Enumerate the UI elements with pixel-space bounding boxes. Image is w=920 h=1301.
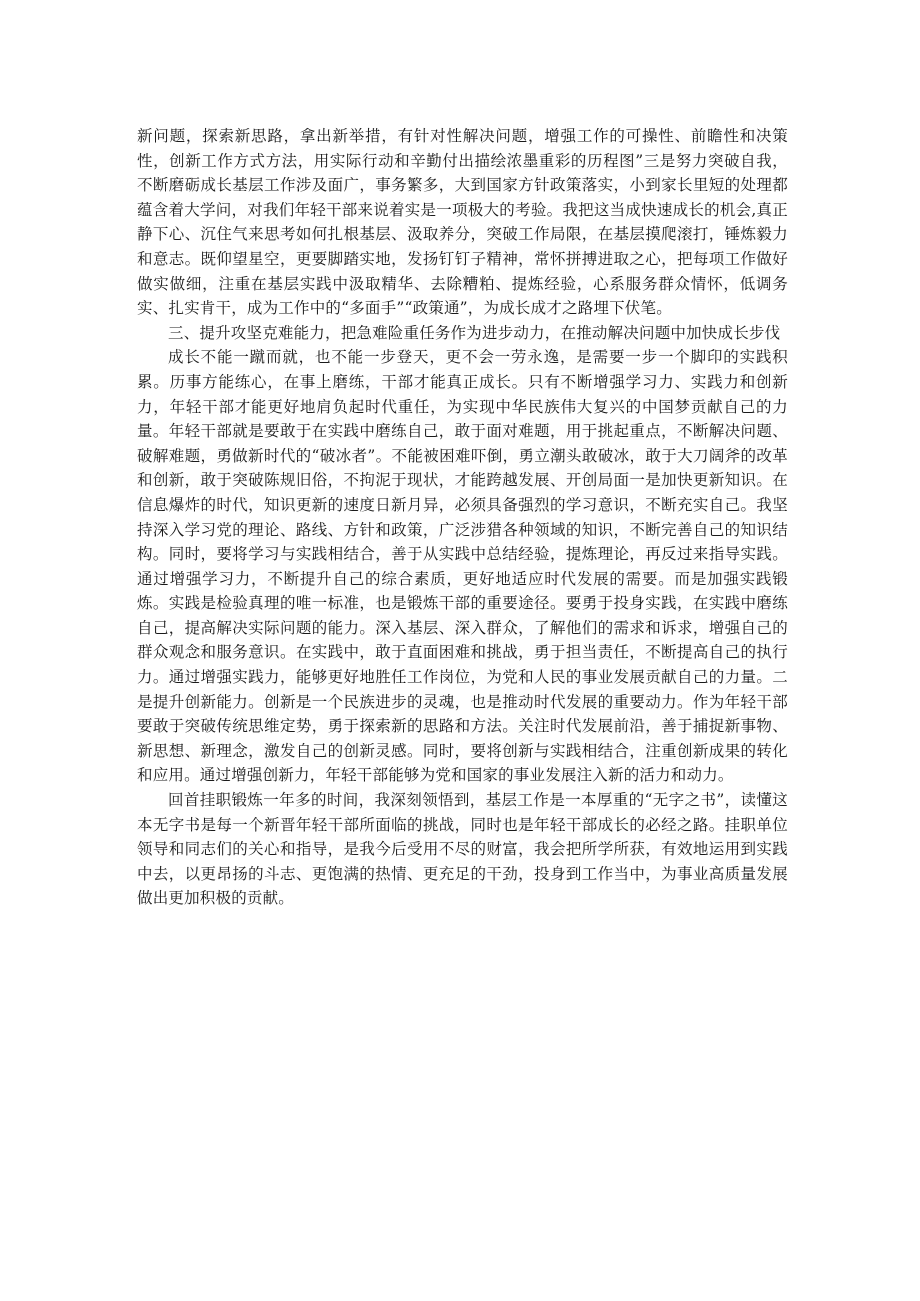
document-body [137, 124, 788, 911]
paragraph-continuation: 新问题，探索新思路，拿出新举措，有针对性解决问题，增强工作的可操性、前瞻性和决策性，创新工作方式方法，用实际行动和辛勤付出描绘浓墨重彩的历程图”三是努力突破自我，不断磨砺成长基层工作涉及面广，事务繁多，大到国家方针政策落实，小到家长里短的处理都蕴含着大学问，对我们年轻干部来说着实是一项极大的考验。我把这当成快速成长的机会,真正静下心、沉住气来思考如何扎根基层、汲取养分，突破工作局限，在基层摸爬滚打，锤炼毅力和意志。既仰望星空，更要脚踏实地，发扬钉钉子精神，常怀拼搏进取之心，把每项工作做好做实做细，注重在基层实践中汲取精华、去除糟粕、提炼经验，心系服务群众情怀，低调务实、扎实肯干，成为工作中的“多面手”“政策通”，为成长成才之路埋下伏笔。 [137, 127, 788, 318]
paragraph-body: 成长不能一蹴而就，也不能一步登天，更不会一劳永逸，是需要一步一个脚印的实践积累。历事方能练心，在事上磨练，干部才能真正成长。只有不断增强学习力、实践力和创新力，年轻干部才能更好地肩负起时代重任，为实现中华民族伟大复兴的中国梦贡献自己的力量。年轻干部就是要敢于在实践中磨练自己，敢于面对难题，用于挑起重点，不断解决问题、破解难题，勇做新时代的“破冰者”。不能被困难吓倒，勇立潮头敢破冰，敢于大刀阔斧的改革和创新，敢于突破陈规旧俗，不拘泥于现状，才能跨越发展、开创局面一是加快更新知识。在信息爆炸的时代，知识更新的速度日新月异，必须具备强烈的学习意识，不断充实自己。我坚持深入学习党的理论、路线、方针和政策，广泛涉猎各种领域的知识，不断完善自己的知识结构。同时，要将学习与实践相结合，善于从实践中总结经验，提炼理论，再反过来指导实践。通过增强学习力，不断提升自己的综合素质，更好地适应时代发展的需要。而是加强实践锻炼。实践是检验真理的唯一标准，也是锻炼干部的重要途径。要勇于投身实践，在实践中磨练自己，提高解决实际问题的能力。深入基层、深入群众，了解他们的需求和诉求，增强自己的群众观念和服务意识。在实践中，敢于直面困难和挑战，勇于担当责任，不断提高自己的执行力。通过增强实践力，能够更好地胜任工作岗位，为党和人民的事业发展贡献自己的力量。二是提升创新能力。创新是一个民族进步的灵魂，也是推动时代发展的重要动力。作为年轻干部要敢于突破传统思维定势，勇于探索新的思路和方法。关注时代发展前沿，善于捕捉新事物、新思想、新理念，激发自己的创新灵感。同时，要将创新与实践相结合，注重创新成果的转化和应用。通过增强创新力，年轻干部能够为党和国家的事业发展注入新的活力和动力。 [137, 348, 788, 785]
paragraph-conclusion: 回首挂职锻炼一年多的时间，我深刻领悟到，基层工作是一本厚重的“无字之书”，读懂这本无字书是每一个新晋年轻干部所面临的挑战，同时也是年轻干部成长的必经之路。挂职单位领导和同志们的关心和指导，是我今后受用不尽的财富，我会把所学所获，有效地运用到实践中去，以更昂扬的斗志、更饱满的热情、更充足的干劲，投身到工作当中，为事业高质量发展做出更加积极的贡献。 [137, 791, 788, 908]
section-heading: 三、提升攻坚克难能力，把急难险重任务作为进步动力，在推动解决问题中加快成长步伐 [168, 323, 781, 342]
